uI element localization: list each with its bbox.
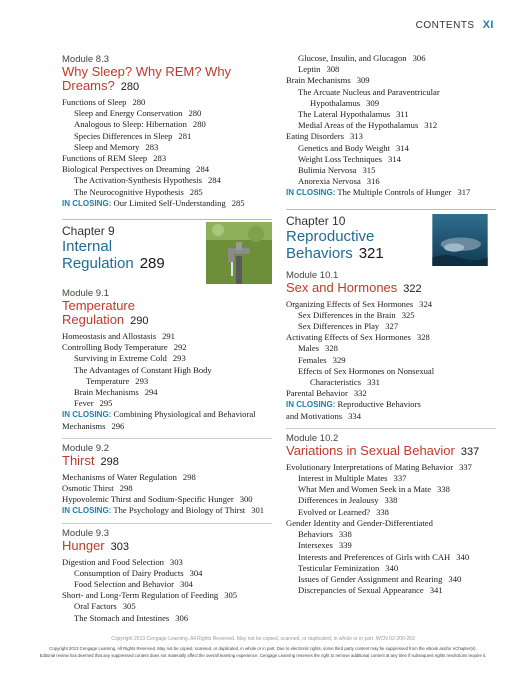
in-closing-tag: IN CLOSING:: [286, 188, 336, 198]
page-number: 280: [192, 119, 206, 130]
page-number: 305: [224, 590, 238, 601]
in-closing-continued[interactable]: [62, 421, 272, 432]
page-number: 338: [338, 529, 352, 540]
toc-entry-continued[interactable]: [286, 377, 496, 388]
module-title[interactable]: [286, 444, 496, 459]
toc-entry-text: The Advantages of Constant High Body: [74, 364, 212, 375]
toc-entry-text: Temperature: [86, 375, 130, 386]
toc-entry-text: Eating Disorders: [286, 131, 344, 142]
toc-entry[interactable]: [286, 131, 496, 142]
toc-entry[interactable]: [62, 97, 272, 108]
page-number: 284: [207, 175, 221, 186]
toc-entry[interactable]: [286, 462, 496, 473]
toc-entry[interactable]: [286, 332, 496, 343]
toc-entry-text: Hypothalamus: [310, 97, 361, 108]
page-number: 313: [350, 131, 363, 142]
module-label: Module 10.1: [286, 269, 339, 281]
toc-entry[interactable]: [286, 473, 496, 484]
page-number: 338: [384, 495, 398, 506]
toc-entry-text: Fever: [74, 398, 94, 409]
toc-entry-text: The Neurocognitive Hypothesis: [74, 186, 184, 197]
chapter-number: Chapter 10: [286, 213, 346, 228]
toc-entry-text: Evolved or Learned?: [298, 506, 371, 517]
chapter-title-line: Internal: [62, 238, 113, 256]
toc-entry[interactable]: [286, 388, 496, 399]
toc-entry-text: Digestion and Food Selection: [62, 556, 164, 567]
toc-entry-text: The Activation-Synthesis Hypothesis: [74, 175, 202, 186]
toc-entry-text: Males: [298, 343, 320, 354]
page-number: 322: [403, 282, 422, 295]
toc-entry-continued[interactable]: [62, 376, 272, 387]
right-column: [286, 53, 496, 596]
toc-entry-text: Females: [298, 354, 327, 365]
in-closing-tag: IN CLOSING:: [62, 506, 112, 516]
chapter-heading[interactable]: [62, 224, 272, 284]
module-title-line: Thirst: [62, 452, 95, 468]
toc-entry[interactable]: [286, 310, 496, 321]
page-number: 281: [178, 130, 192, 141]
rights-notice: Editorial review has deemed that any suppressed content does not materially affect the overall learning experience. Cengage Learning reserves the right to remove additional content at any time if subsequent rights restrictions require it.: [39, 653, 487, 658]
toc-entry-text: Functions of REM Sleep: [62, 153, 148, 164]
toc-entry-text: Bulimia Nervosa: [298, 165, 357, 176]
toc-entry[interactable]: [62, 119, 272, 130]
module-divider: [286, 428, 496, 429]
copyright-footer: Copyright 2013 Cengage Learning. All Rights Reserved. May not be copied, scanned, or duplicated, in whole or in part. WCN 02-200-203: [111, 636, 415, 642]
toc-list: [286, 299, 496, 366]
toc-entry[interactable]: [286, 75, 496, 86]
page-number: 337: [393, 473, 407, 484]
toc-entry-text: Medial Areas of the Hypothalamus: [298, 120, 419, 131]
toc-entry[interactable]: [286, 552, 496, 563]
toc-entry-text: The Stomach and Intestines: [74, 612, 170, 623]
module-label: Module 9.3: [62, 527, 110, 539]
page-number: 294: [144, 387, 158, 398]
toc-entry[interactable]: [286, 87, 496, 98]
page-number: 280: [188, 108, 202, 119]
module-title-line: Temperature: [62, 298, 135, 314]
toc-list: [62, 97, 272, 198]
underwater-photo: [424, 214, 496, 266]
page-numeral: XI: [482, 19, 494, 31]
toc-entry-text: Functions of Sleep: [62, 97, 127, 107]
faucet-photo: [206, 222, 272, 284]
page-number: 296: [111, 420, 125, 431]
in-closing-tag: IN CLOSING:: [62, 410, 112, 420]
toc-entry-text: Effects of Sex Hormones on Nonsexual: [298, 365, 435, 376]
toc-entry-text: Analogous to Sleep: Hibernation: [74, 119, 187, 130]
page-number: 314: [388, 153, 401, 164]
toc-entry[interactable]: [286, 120, 496, 131]
page-number: 298: [182, 471, 196, 482]
module-title[interactable]: [62, 539, 272, 554]
module-title-line: Dreams?: [62, 78, 115, 93]
page-number: 283: [153, 153, 167, 164]
page-number: 341: [429, 585, 443, 596]
toc-entry[interactable]: [62, 353, 272, 364]
page-number: 315: [362, 165, 376, 176]
module-title[interactable]: [286, 281, 496, 296]
page-number: 337: [460, 445, 480, 458]
page-number: 312: [424, 120, 438, 131]
toc-entry[interactable]: [286, 574, 496, 585]
page-number: 280: [120, 81, 140, 93]
module-title[interactable]: [62, 454, 272, 469]
module-label: Module 9.2: [62, 442, 110, 454]
page-number: 340: [385, 562, 399, 573]
module-divider: [62, 523, 272, 524]
toc-list: [286, 109, 496, 187]
toc-list: [286, 462, 496, 518]
page-number: 309: [366, 97, 380, 108]
page-number: 298: [100, 455, 119, 468]
page-number: 285: [189, 186, 203, 197]
toc-entry[interactable]: [62, 142, 272, 153]
toc-entry[interactable]: [62, 365, 272, 376]
toc-entry-text: Short- and Long-Term Regulation of Feeding: [62, 590, 219, 601]
page-number: 304: [189, 567, 203, 578]
module-divider: [62, 438, 272, 439]
toc-entry[interactable]: [286, 518, 496, 529]
toc-entry-text: Glucose, Insulin, and Glucagon: [298, 53, 407, 63]
page-number: 339: [338, 540, 352, 551]
toc-list: [62, 331, 272, 409]
page-number: 291: [162, 331, 175, 342]
toc-entry[interactable]: [62, 108, 272, 119]
toc-entry-text: Controlling Body Temperature: [62, 342, 168, 353]
toc-entry-text: Organizing Effects of Sex Hormones: [286, 298, 414, 309]
page-number: 306: [412, 53, 426, 63]
toc-entry-text: Behaviors: [298, 529, 333, 540]
page-number: 334: [348, 410, 361, 421]
toc-entry[interactable]: [62, 131, 272, 142]
toc-list: [286, 540, 496, 596]
toc-entry-text: Species Differences in Sleep: [74, 130, 173, 141]
page-number: 338: [376, 506, 389, 517]
toc-entry[interactable]: [286, 585, 496, 596]
chapter-title-line: Behaviors: [286, 244, 353, 262]
toc-entry-text: Our Limited Self-Understanding: [113, 197, 226, 208]
page-number: 329: [332, 354, 346, 365]
chapter-title-line: Regulation: [62, 255, 134, 273]
toc-entry[interactable]: [286, 343, 496, 354]
toc-entry-text: Sex Differences in Play: [298, 321, 380, 332]
left-column: [62, 50, 272, 624]
page-number: 285: [231, 197, 245, 208]
page-number: 314: [396, 142, 409, 153]
page-number: 283: [145, 141, 159, 152]
page-number: 300: [239, 494, 253, 505]
toc-entry-text: Evolutionary Interpretations of Mating Behavior: [286, 461, 454, 472]
toc-entry-text: Oral Factors: [74, 601, 117, 612]
module-label: Module 9.1: [62, 288, 110, 300]
toc-entry-text: Mechanisms: [62, 420, 106, 431]
page-number: 337: [459, 461, 472, 472]
toc-entry[interactable]: [286, 64, 496, 75]
toc-entry-text: Mechanisms of Water Regulation: [62, 471, 177, 482]
module-title-line: Hunger: [62, 537, 105, 553]
toc-entry-text: Gender Identity and Gender-Differentiated: [286, 517, 433, 528]
toc-entry-text: Food Selection and Behavior: [74, 579, 175, 590]
toc-entry[interactable]: [286, 563, 496, 574]
page-number: 340: [456, 551, 470, 562]
page-number: 292: [173, 342, 187, 353]
toc-entry-text: What Men and Women Seek in a Mate: [298, 484, 432, 495]
page-number: 280: [132, 97, 146, 107]
toc-entry-text: Anorexia Nervosa: [298, 176, 361, 187]
toc-entry[interactable]: [62, 601, 272, 612]
toc-entry-text: Brain Mechanisms: [74, 387, 139, 398]
page-number: 325: [401, 309, 415, 320]
module-title-line: Variations in Sexual Behavior: [286, 442, 455, 458]
page-number: 306: [175, 612, 189, 623]
chapter-heading[interactable]: [286, 214, 496, 266]
module-label: Module 8.3: [62, 54, 110, 65]
toc-entry-text: The Multiple Controls of Hunger: [337, 187, 452, 198]
page-number: 328: [416, 332, 430, 343]
toc-entry[interactable]: [62, 568, 272, 579]
toc-entry-text: Reproductive Behaviors: [337, 399, 421, 410]
toc-entry[interactable]: [62, 483, 272, 494]
toc-entry-text: Sleep and Energy Conservation: [74, 108, 183, 119]
toc-entry-text: and Motivations: [286, 410, 343, 421]
chapter-divider: [286, 209, 496, 210]
rights-notice: Copyright 2013 Cengage Learning. All Rights Reserved. May not be copied, scanned, or duplicated, in whole or in part. Due to electronic rights, some third party content may be suppressed from the eBook and/or eChapter(s).: [49, 646, 477, 651]
toc-entry[interactable]: [286, 507, 496, 518]
toc-entry[interactable]: [286, 484, 496, 495]
toc-entry[interactable]: [62, 153, 272, 164]
toc-entry-text: Characteristics: [310, 377, 362, 388]
toc-entry-text: Activating Effects of Sex Hormones: [286, 332, 411, 343]
toc-entry-text: Discrepancies of Sexual Appearance: [298, 585, 424, 596]
toc-entry[interactable]: [286, 540, 496, 551]
toc-entry[interactable]: [62, 342, 272, 353]
toc-entry[interactable]: [286, 143, 496, 154]
toc-entry[interactable]: [286, 321, 496, 332]
toc-entry[interactable]: [286, 53, 496, 64]
toc-entry-text: Surviving in Extreme Cold: [74, 353, 167, 364]
toc-entry-continued[interactable]: [286, 529, 496, 540]
toc-list: [62, 557, 272, 624]
page-number: 321: [358, 244, 384, 262]
chapter-title-line: Reproductive: [286, 227, 375, 245]
toc-entry[interactable]: [286, 176, 496, 187]
toc-entry[interactable]: [62, 579, 272, 590]
toc-entry-text: Differences in Jealousy: [298, 495, 379, 506]
toc-entry-text: Biological Perspectives on Dreaming: [62, 164, 191, 175]
page-number: 293: [172, 353, 186, 364]
toc-entry[interactable]: [62, 613, 272, 624]
page-number: 311: [396, 109, 409, 120]
toc-entry-text: Osmotic Thirst: [62, 483, 114, 494]
page-number: 290: [130, 315, 149, 328]
in-closing-entry[interactable]: [62, 505, 272, 516]
page-number: 295: [99, 398, 113, 409]
page-number: 331: [367, 377, 380, 388]
module-title[interactable]: [62, 65, 272, 94]
in-closing-tag: IN CLOSING:: [62, 198, 112, 208]
page-number: 304: [180, 579, 193, 590]
toc-entry[interactable]: [286, 154, 496, 165]
toc-entry-text: Interests and Preferences of Girls with CAH: [298, 551, 451, 562]
in-closing-entry[interactable]: [286, 187, 496, 198]
toc-entry[interactable]: [286, 355, 496, 366]
page-number: 340: [448, 573, 462, 584]
toc-entry[interactable]: [62, 557, 272, 568]
running-head: [416, 19, 494, 31]
page-number: 293: [135, 375, 149, 386]
toc-entry-text: Interest in Multiple Mates: [298, 473, 388, 484]
toc-entry[interactable]: [62, 387, 272, 398]
page-number: 298: [119, 483, 133, 494]
module-title-line: Why Sleep? Why REM? Why: [62, 64, 232, 79]
module-label: Module 10.2: [286, 432, 339, 444]
toc-entry-text: Homeostasis and Allostasis: [62, 331, 157, 342]
page-number: 317: [457, 187, 471, 198]
page-number: 289: [139, 255, 165, 273]
toc-entry[interactable]: [62, 494, 272, 505]
toc-entry[interactable]: [62, 164, 272, 175]
toc-entry[interactable]: [286, 495, 496, 506]
toc-entry[interactable]: [286, 366, 496, 377]
module-title-line: Sex and Hormones: [286, 279, 398, 295]
toc-entry-text: Consumption of Dairy Products: [74, 567, 184, 578]
toc-entry-text: Issues of Gender Assignment and Rearing: [298, 573, 443, 584]
toc-list: [286, 53, 496, 87]
module-title-line: Regulation: [62, 312, 125, 328]
toc-entry-text: Leptin: [298, 64, 321, 75]
toc-entry[interactable]: [286, 165, 496, 176]
toc-entry-text: Hypovolemic Thirst and Sodium-Specific Hunger: [62, 494, 234, 505]
toc-entry-text: The Psychology and Biology of Thirst: [113, 505, 246, 516]
toc-entry-text: Intersexes: [298, 540, 333, 551]
toc-entry[interactable]: [286, 109, 496, 120]
toc-entry[interactable]: [62, 175, 272, 186]
chapter-number: Chapter 9: [62, 224, 115, 239]
toc-entry[interactable]: [62, 472, 272, 483]
toc-entry-continued[interactable]: [286, 98, 496, 109]
toc-entry[interactable]: [62, 331, 272, 342]
page-number: 301: [251, 505, 265, 516]
toc-entry[interactable]: [62, 187, 272, 198]
toc-entry-text: Sleep and Memory: [74, 141, 140, 152]
page-number: 338: [437, 484, 450, 495]
page-number: 308: [326, 64, 340, 75]
in-closing-entry[interactable]: [62, 198, 272, 209]
toc-entry-text: Brain Mechanisms: [286, 75, 351, 86]
toc-entry-text: The Arcuate Nucleus and Paraventricular: [298, 86, 440, 97]
module-title[interactable]: [62, 299, 272, 328]
toc-entry-text: Genetics and Body Weight: [298, 142, 390, 153]
toc-entry[interactable]: [62, 398, 272, 409]
toc-entry-text: Testicular Feminization: [298, 562, 380, 573]
toc-list: [62, 472, 272, 506]
in-closing-entry[interactable]: [62, 409, 272, 420]
page-number: 324: [419, 298, 433, 309]
page-number: 316: [366, 176, 380, 187]
page-number: 327: [385, 321, 399, 332]
page-number: 303: [169, 556, 183, 567]
page-number: 328: [325, 343, 338, 354]
in-closing-entry[interactable]: [286, 399, 496, 410]
in-closing-continued[interactable]: [286, 411, 496, 422]
page-number: 309: [356, 75, 370, 86]
toc-entry[interactable]: [286, 299, 496, 310]
page-number: 284: [196, 164, 210, 175]
toc-entry-text: Parental Behavior: [286, 388, 348, 399]
toc-entry-text: Weight Loss Techniques: [298, 153, 382, 164]
in-closing-tag: IN CLOSING:: [286, 400, 336, 410]
toc-entry-text: Sex Differences in the Brain: [298, 309, 396, 320]
page-number: 305: [122, 601, 136, 612]
page-header: [0, 0, 526, 38]
page-number: 332: [353, 388, 367, 399]
toc-entry-text: Combining Physiological and Behavioral: [113, 409, 256, 420]
chapter-divider: [62, 219, 272, 220]
contents-label: CONTENTS: [415, 20, 475, 31]
page-number: 303: [110, 540, 129, 553]
toc-entry-text: The Lateral Hypothalamus: [298, 109, 391, 120]
toc-entry[interactable]: [62, 590, 272, 601]
